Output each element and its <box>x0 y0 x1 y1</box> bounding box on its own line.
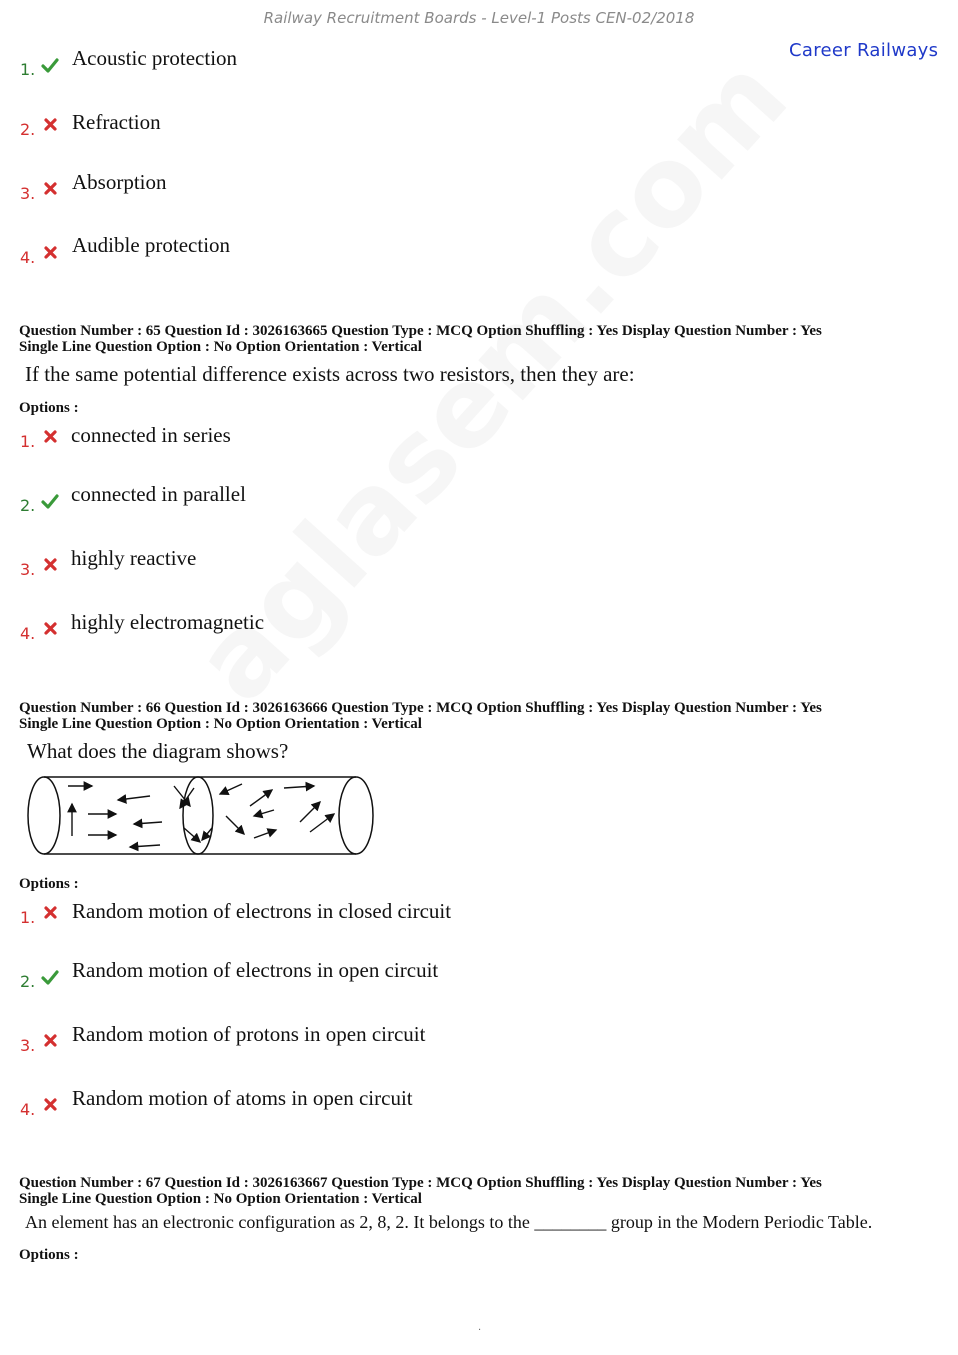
question-meta: Question Number : 65 Question Id : 3026163665 Question Type : MCQ Option Shuffling : Yes Display Question Number : Yes <box>19 323 822 339</box>
option-text: Refraction <box>72 110 161 134</box>
cross-icon <box>42 245 60 261</box>
brand-link[interactable]: Career Railways <box>789 40 939 61</box>
cross-icon <box>42 621 60 637</box>
question-meta: Single Line Question Option : No Option Orientation : Vertical <box>19 716 422 732</box>
cross-icon <box>42 1033 60 1049</box>
question-text: What does the diagram shows? <box>27 739 289 763</box>
option-text: highly electromagnetic <box>71 610 265 634</box>
running-header: Railway Recruitment Boards - Level-1 Posts CEN-02/2018 <box>263 9 695 27</box>
option-number: 2. <box>20 120 36 139</box>
options-label: Options : <box>19 876 79 892</box>
option-text: Random motion of atoms in open circuit <box>72 1086 413 1110</box>
option-number: 1. <box>20 908 36 927</box>
question-meta: Question Number : 66 Question Id : 3026163666 Question Type : MCQ Option Shuffling : Yes Display Question Number : Yes <box>19 700 822 716</box>
option-number: 4. <box>20 248 36 267</box>
check-icon <box>41 969 59 985</box>
option-number: 1. <box>20 432 36 451</box>
cross-icon <box>42 181 60 197</box>
option-number: 1. <box>20 60 36 79</box>
option-text: Audible protection <box>72 233 231 257</box>
cross-icon <box>42 117 60 133</box>
check-icon <box>41 57 59 73</box>
option-number: 2. <box>20 496 36 515</box>
option-text: Random motion of electrons in closed circuit <box>72 899 452 923</box>
question-text: If the same potential difference exists across two resistors, then they are: <box>25 362 635 386</box>
option-number: 3. <box>20 184 36 203</box>
option-text: Acoustic protection <box>72 46 238 70</box>
option-number: 3. <box>20 560 36 579</box>
option-number: 4. <box>20 1100 36 1119</box>
options-label: Options : <box>19 400 79 416</box>
cross-icon <box>42 905 60 921</box>
question-meta: Single Line Question Option : No Option Orientation : Vertical <box>19 1191 422 1207</box>
check-icon <box>41 493 59 509</box>
conductor-diagram <box>22 772 380 858</box>
cross-icon <box>42 1097 60 1113</box>
question-text: An element has an electronic configuration as 2, 8, 2. It belongs to the ________ group in the Modern Periodic Table. <box>25 1212 873 1232</box>
page-footer-mark: . <box>478 1322 482 1333</box>
option-number: 2. <box>20 972 36 991</box>
question-meta: Question Number : 67 Question Id : 3026163667 Question Type : MCQ Option Shuffling : Yes Display Question Number : Yes <box>19 1175 822 1191</box>
cross-icon <box>42 429 60 445</box>
option-text: connected in parallel <box>71 482 246 506</box>
cross-icon <box>42 557 60 573</box>
option-text: Absorption <box>72 170 167 194</box>
option-text: Random motion of electrons in open circuit <box>72 958 439 982</box>
option-number: 3. <box>20 1036 36 1055</box>
question-meta: Single Line Question Option : No Option Orientation : Vertical <box>19 339 422 355</box>
option-text: highly reactive <box>71 546 197 570</box>
option-text: Random motion of protons in open circuit <box>72 1022 426 1046</box>
option-text: connected in series <box>71 423 231 447</box>
options-label: Options : <box>19 1247 79 1263</box>
option-number: 4. <box>20 624 36 643</box>
